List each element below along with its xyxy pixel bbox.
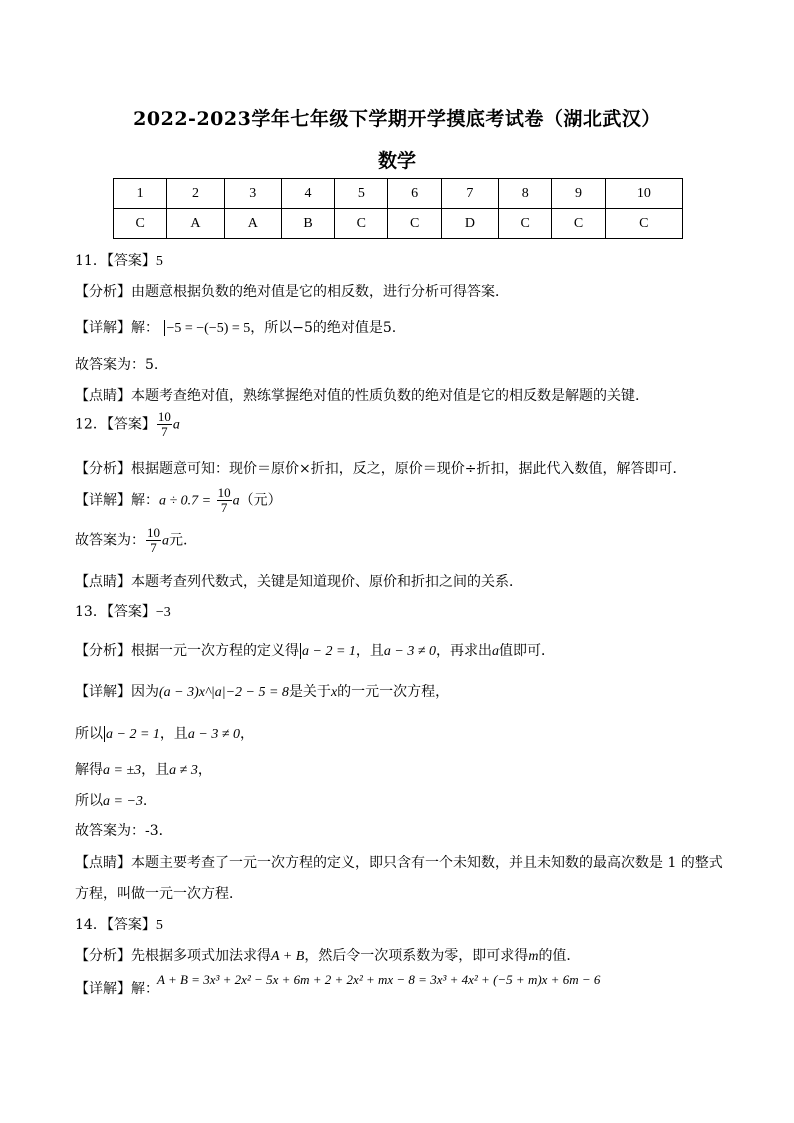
q12-comment-line: 【点睛】本题考查列代数式，关键是知道现价、原价和折扣之间的关系． — [75, 574, 523, 590]
answer-table-answer-cell: C — [114, 209, 167, 239]
answer-table-number-cell: 6 — [388, 179, 441, 209]
q13-detail-line: 【详解】因为(a − 3)x^|a|−2 − 5 = 8是关于x的一元一次方程， — [75, 684, 450, 700]
q13-result-line: 故答案为：-3． — [75, 823, 173, 839]
answer-table-number-cell: 9 — [552, 179, 605, 209]
answer-table-answer-cell: C — [605, 209, 682, 239]
q12-answer-line: 12．【答案】 $\frac{10}{7}$ a — [75, 409, 180, 439]
q12-detail-line: 【详解】解：a ÷ 0.7 = $\frac{10}{7}$ a（元） — [75, 485, 282, 515]
answer-table-number-cell: 2 — [167, 179, 224, 209]
q13-comment-line: 【点睛】本题主要考查了一元一次方程的定义，即只含有一个未知数，并且未知数的最高次数是 1 的整式 — [75, 855, 723, 871]
answer-table-number-cell: 7 — [441, 179, 498, 209]
q13-answer-line: 13．【答案】−3 — [75, 604, 171, 620]
answer-table-answer-cell: C — [335, 209, 388, 239]
answer-table — [113, 178, 683, 239]
answer-table-number-cell: 1 — [114, 179, 167, 209]
q13-comment-line-2: 方程，叫做一元一次方程． — [75, 886, 243, 902]
answer-table-number-cell: 4 — [281, 179, 334, 209]
answer-table-answer-cell: A — [224, 209, 281, 239]
answer-table-answer-row — [114, 209, 683, 239]
q13-step-3: 所以a = −3. — [75, 793, 148, 809]
answer-table-answer-cell: A — [167, 209, 224, 239]
answer-table-number-cell: 8 — [499, 179, 552, 209]
answer-table-answer-cell: D — [441, 209, 498, 239]
q11-answer-line: 11．【答案】5 — [75, 253, 163, 269]
q12-analysis-line: 【分析】根据题意可知：现价＝原价×折扣，反之，原价＝现价÷折扣，据此代入数值，解答即可． — [75, 461, 687, 477]
answer-table-answer-cell: B — [281, 209, 334, 239]
answer-table-answer-cell: C — [552, 209, 605, 239]
q11-result-line: 故答案为：5. — [75, 357, 159, 373]
q13-analysis-line: 【分析】根据一元一次方程的定义得 a − 2 = 1，且a − 3 ≠ 0，再求出a值即可． — [75, 643, 556, 659]
q11-detail-line: 【详解】解： −5 = −(−5) = 5，所以−5的绝对值是5. — [75, 320, 397, 336]
answer-table-answer-cell: C — [388, 209, 441, 239]
q12-result-line: 故答案为： $\frac{10}{7}$ a元. — [75, 525, 188, 555]
answer-table-number-cell: 10 — [605, 179, 682, 209]
q14-analysis-line: 【分析】先根据多项式加法求得A + B，然后令一次项系数为零，即可求得m的值． — [75, 948, 581, 964]
answer-table-number-cell: 5 — [335, 179, 388, 209]
q11-comment-line: 【点睛】本题考查绝对值，熟练掌握绝对值的性质负数的绝对值是它的相反数是解题的关键. — [75, 388, 640, 404]
q14-detail-line: 【详解】解： — [75, 981, 159, 997]
q14-detail-equation: A + B = 3x³ + 2x² − 5x + 6m + 2 + 2x² + mx − 8 = 3x³ + 4x² + (−5 + m)x + 6m − 6 — [157, 972, 601, 987]
subject-heading: 数学 — [377, 150, 416, 172]
q14-answer-line: 14．【答案】5 — [75, 917, 163, 933]
answer-table-number-row — [114, 179, 683, 209]
q11-analysis-line: 【分析】由题意根据负数的绝对值是它的相反数，进行分析可得答案． — [75, 284, 509, 300]
answer-table-answer-cell: C — [499, 209, 552, 239]
answer-table-number-cell: 3 — [224, 179, 281, 209]
document-title: 2022-2023学年七年级下学期开学摸底考试卷（湖北武汉） — [133, 108, 661, 130]
q13-step-2: 解得a = ±3，且a ≠ 3， — [75, 762, 212, 778]
q13-step-1: 所以 a − 2 = 1，且a − 3 ≠ 0， — [75, 726, 255, 742]
